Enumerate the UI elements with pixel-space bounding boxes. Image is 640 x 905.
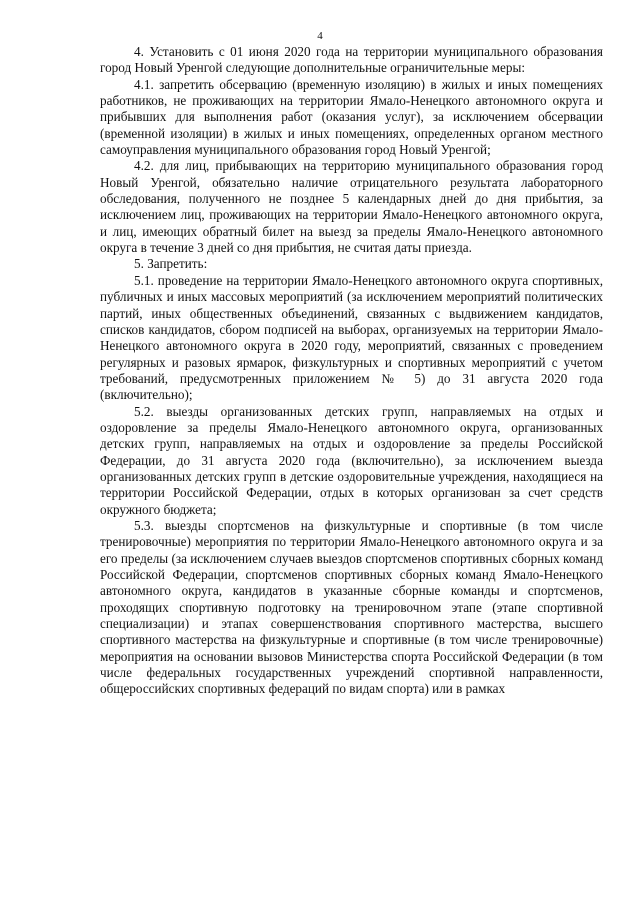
paragraph-5: 5. Запретить: xyxy=(134,256,208,272)
paragraph-5-3: 5.3. выезды спортсменов на физкультурные и спортивные (в том числе тренировочные) мероприятия по территории Ямало-Ненецкого автономного округа и за его пределы (за исключением случаев выездов спортсменов спортивных сборных команд Российской Федерации, спортсменов спортивных сборных команд Ямало-Ненецкого автономного округа, кандидатов в указанные сборные команды и спортсменов, проходящих спортивную подготовку на тренировочном этапе (этапе спортивной специализации) и этапах совершенствования спортивного мастерства, высшего спортивного мастерства на физкультурные и спортивные (в том числе тренировочные) мероприятия на основании вызовов Министерства спорта Российской Федерации (в том числе федеральных государственных учреждений спортивной направленности, общероссийских спортивных федераций по видам спорта) или в рамках xyxy=(100,517,603,697)
paragraph-4-1: 4.1. запретить обсервацию (временную изоляцию) в жилых и иных помещениях работников, не проживающих на территории Ямало-Ненецкого автономного округа и прибывших для выполнения работ (оказания услуг), за исключением обсервации (временной изоляции) в жилых и иных помещениях, определенных органом местного самоуправления муниципального образования город Новый Уренгой; xyxy=(100,76,603,158)
page-number: 4 xyxy=(317,30,323,42)
paragraph-5-1: 5.1. проведение на территории Ямало-Ненецкого автономного округа спортивных, публичных и иных массовых мероприятий (за исключением мероприятий политических партий, иных общественных объединений, связанных с выдвижением кандидатов, списков кандидатов, сбором подписей на выборах, организуемых на территории Ямало-Ненецкого автономного округа в 2020 году, мероприятий, связанных с проведением регулярных и разовых ярмарок, физкультурных и спортивных мероприятий с учетом требований, предусмотренных приложением № 5) до 31 августа 2020 года (включительно); xyxy=(100,272,603,403)
document-body xyxy=(100,44,603,698)
paragraph-5-2: 5.2. выезды организованных детских групп, направляемых на отдых и оздоровление за пределы Ямало-Ненецкого автономного округа, организованных детских групп, направляемых на отдых и оздоровление за пределы Российской Федерации, до 31 августа 2020 года (включительно), за исключением выезда организованных детских групп в детские оздоровительные учреждения, находящиеся на территории Российской Федерации, отдых в которых организован за счет средств окружного бюджета; xyxy=(100,403,603,517)
paragraph-4: 4. Установить с 01 июня 2020 года на территории муниципального образования город Новый Уренгой следующие дополнительные ограничительные меры: xyxy=(100,44,603,76)
paragraph-4-2: 4.2. для лиц, прибывающих на территорию муниципального образования город Новый Уренгой, обязательно наличие отрицательного результата лабораторного обследования, полученного не позднее 5 календарных дней до дня прибытия, за исключением лиц, проживающих на территории Ямало-Ненецкого автономного округа, и лиц, имеющих обратный билет на выезд за пределы Ямало-Ненецкого автономного округа в течение 3 дней со дня прибытия, не считая даты приезда. xyxy=(100,158,603,256)
